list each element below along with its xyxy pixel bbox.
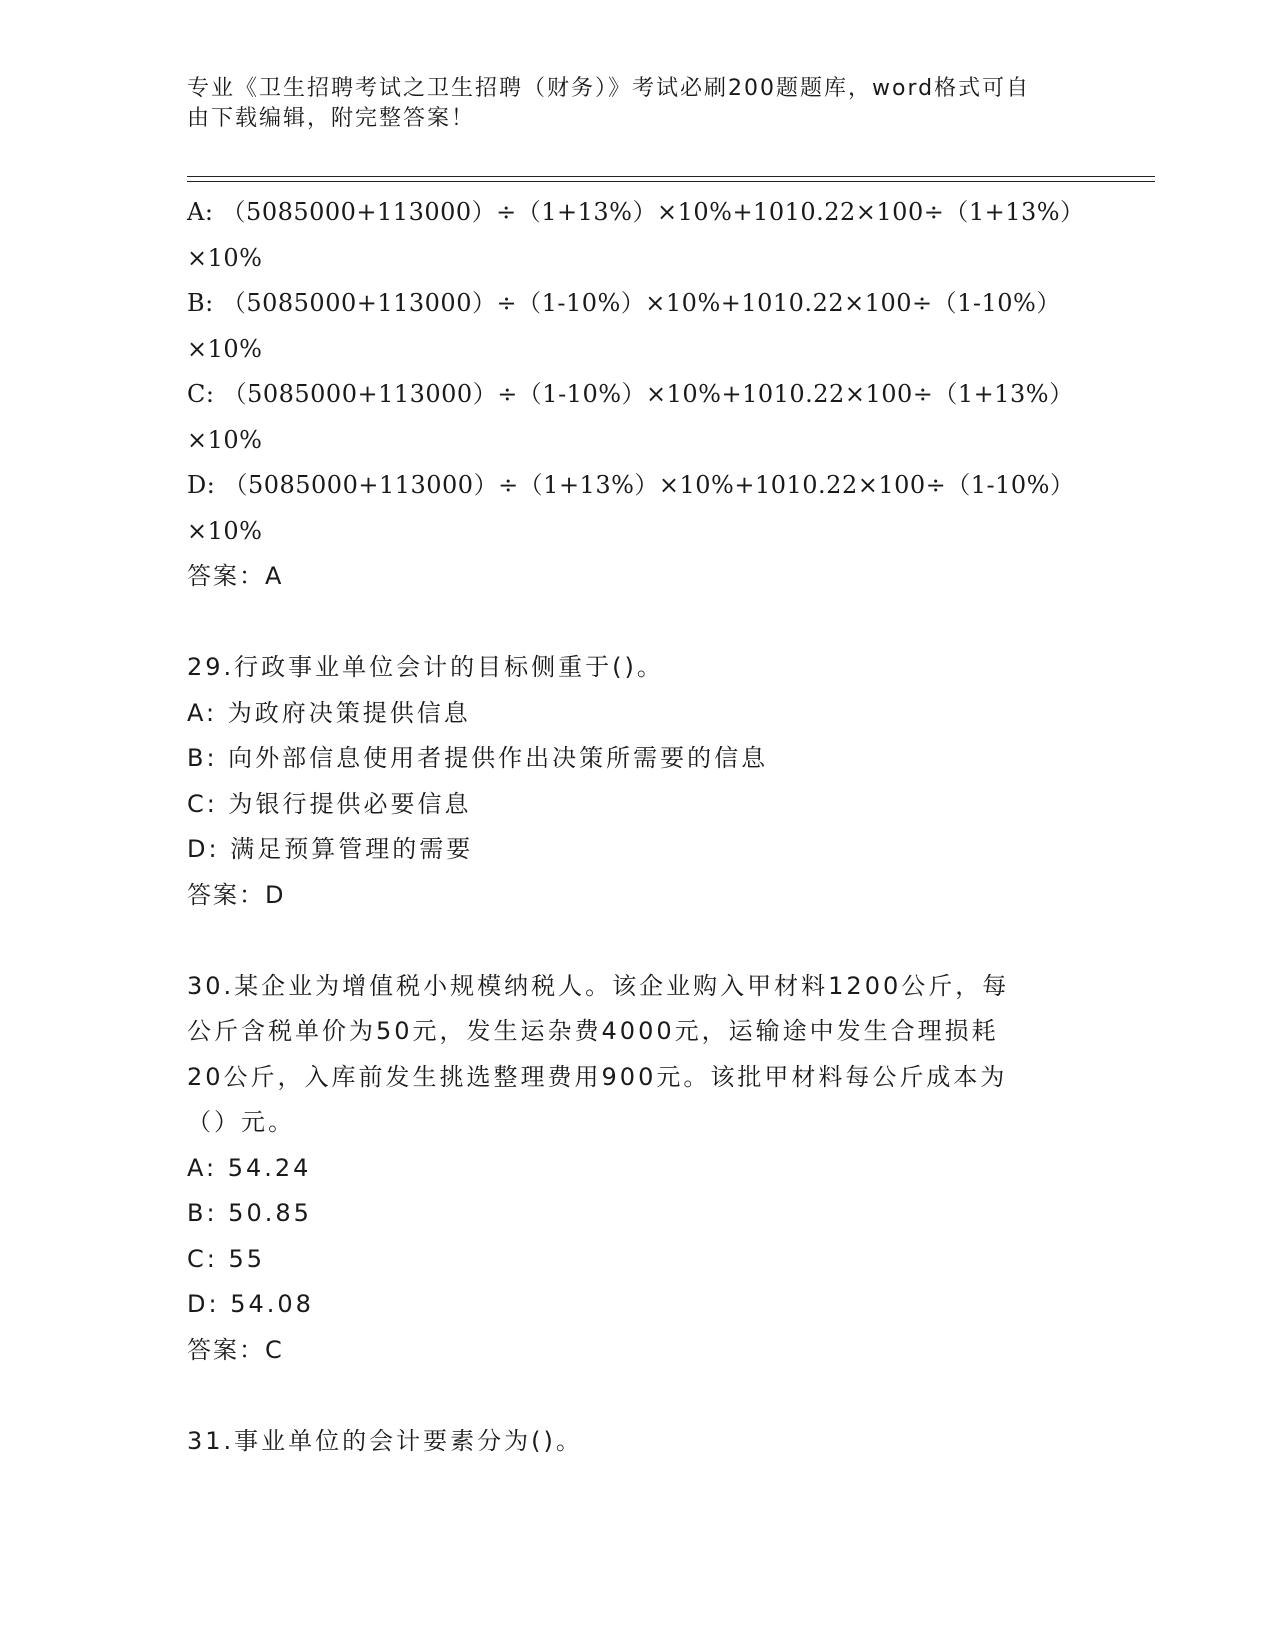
q31-question: 31.事业单位的会计要素分为()。 — [187, 1426, 583, 1455]
q28-option-c-line2: ×10% — [187, 425, 263, 454]
q29-option-a: A: 为政府决策提供信息 — [187, 698, 471, 727]
q30-question-line-2: 公斤含税单价为50元，发生运杂费4000元，运输途中发生合理损耗 — [187, 1017, 999, 1045]
q28-answer: 答案：A — [187, 562, 284, 590]
q30-option-a: A: 54.24 — [187, 1153, 312, 1182]
q29-option-c: C: 为银行提供必要信息 — [187, 789, 472, 818]
q28-option-b-line2: ×10% — [187, 334, 263, 363]
document-header — [187, 74, 1067, 134]
question-content — [187, 190, 1087, 1464]
q28-option-d-line1: D: （5085000+113000）÷（1+13%）×10%+1010.22×100÷（1-10%） — [187, 471, 1075, 499]
header-line-2: 由下载编辑，附完整答案！ — [187, 106, 476, 131]
header-line-1: 专业《卫生招聘考试之卫生招聘（财务）》考试必刷200题题库，word格式可自 — [187, 76, 1031, 101]
q28-option-d-line2: ×10% — [187, 516, 263, 545]
q30-question-line-4: （）元。 — [187, 1108, 295, 1136]
q28-option-a-line2: ×10% — [187, 243, 263, 272]
q29-answer: 答案：D — [187, 880, 286, 909]
q30-option-c: C: 55 — [187, 1244, 266, 1273]
q30-option-b: B: 50.85 — [187, 1199, 312, 1227]
q29-option-b: B: 向外部信息使用者提供作出决策所需要的信息 — [187, 744, 769, 772]
q28-option-b-line1: B: （5085000+113000）÷（1-10%）×10%+1010.22×100÷（1-10%） — [187, 289, 1061, 317]
spacer — [187, 918, 1087, 964]
header-rule-top — [187, 176, 1155, 177]
q30-question-line-1: 30.某企业为增值税小规模纳税人。该企业购入甲材料1200公斤，每 — [187, 971, 1010, 1000]
q28-option-a-line1: A: （5085000+113000）÷（1+13%）×10%+1010.22×100÷（1+13%） — [187, 198, 1085, 226]
q29-question: 29.行政事业单位会计的目标侧重于()。 — [187, 653, 664, 681]
q29-option-d: D: 满足预算管理的需要 — [187, 835, 474, 863]
spacer — [187, 1373, 1087, 1419]
q30-answer: 答案：C — [187, 1335, 284, 1364]
q28-option-c-line1: C: （5085000+113000）÷（1-10%）×10%+1010.22×100÷（1+13%） — [187, 380, 1074, 408]
spacer — [187, 600, 1087, 646]
q30-option-d: D: 54.08 — [187, 1290, 314, 1318]
q30-question-line-3: 20公斤，入库前发生挑选整理费用900元。该批甲材料每公斤成本为 — [187, 1062, 1008, 1091]
q28-options — [187, 190, 1087, 554]
header-rule-bottom — [187, 181, 1155, 182]
